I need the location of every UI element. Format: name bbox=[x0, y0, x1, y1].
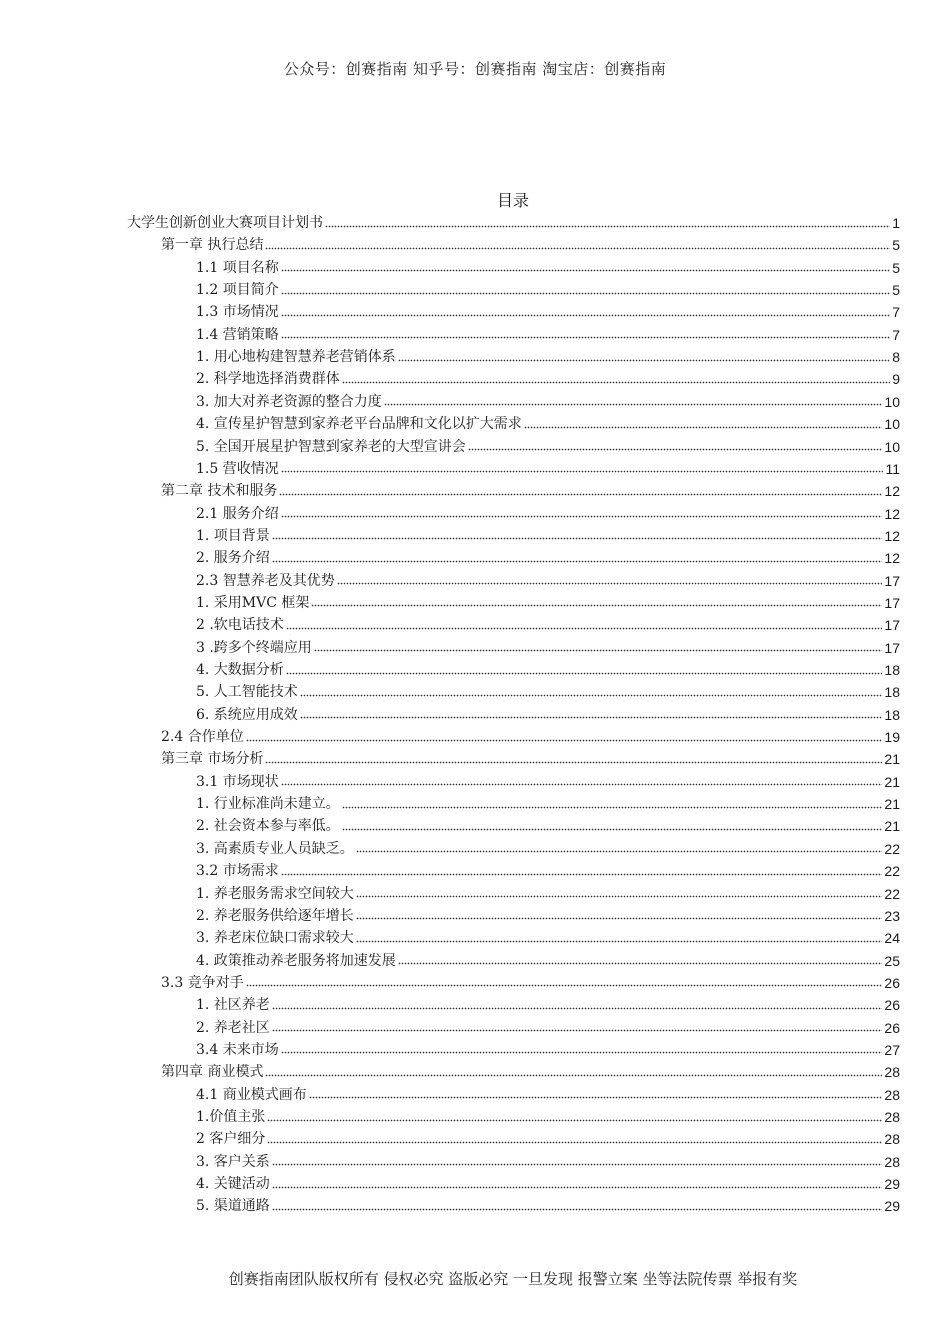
toc-entry[interactable] bbox=[196, 1171, 900, 1193]
toc-entry[interactable] bbox=[196, 1082, 900, 1104]
toc-entry[interactable] bbox=[196, 590, 900, 612]
toc-dot-leader bbox=[281, 783, 883, 787]
toc-dot-leader bbox=[265, 1073, 882, 1077]
toc-entry-label: 1. 行业标准尚未建立。 bbox=[196, 796, 340, 813]
toc-dot-leader bbox=[337, 582, 883, 586]
toc-entry[interactable] bbox=[196, 277, 900, 299]
toc-entry[interactable] bbox=[161, 232, 900, 254]
toc-entry-page-number: 7 bbox=[892, 304, 900, 321]
toc-dot-leader bbox=[356, 917, 883, 921]
toc-dot-leader bbox=[281, 291, 890, 295]
toc-entry-page-number: 21 bbox=[884, 751, 900, 768]
toc-entry-page-number: 17 bbox=[884, 639, 900, 656]
toc-dot-leader bbox=[246, 738, 883, 742]
toc-entry-page-number: 9 bbox=[892, 371, 900, 388]
toc-dot-leader bbox=[265, 760, 882, 764]
toc-entry[interactable] bbox=[196, 322, 900, 344]
toc-dot-leader bbox=[342, 380, 890, 384]
toc-entry-page-number: 5 bbox=[892, 237, 900, 254]
toc-title: 目录 bbox=[496, 191, 529, 210]
toc-entry-label: 1.3 市场情况 bbox=[196, 304, 279, 321]
toc-entry-label: 2. 科学地选择消费群体 bbox=[196, 371, 340, 388]
toc-dot-leader bbox=[356, 939, 883, 943]
toc-dot-leader bbox=[267, 1118, 882, 1122]
toc-entry-page-number: 26 bbox=[884, 974, 900, 991]
toc-dot-leader bbox=[342, 805, 883, 809]
toc-dot-leader bbox=[272, 1185, 883, 1189]
toc-entry-label: 1. 养老服务需求空间较大 bbox=[196, 885, 354, 902]
toc-dot-leader bbox=[272, 559, 883, 563]
toc-entry-label: 2. 养老社区 bbox=[196, 1019, 270, 1036]
toc-entry[interactable] bbox=[161, 724, 900, 746]
toc-entry-page-number: 21 bbox=[884, 818, 900, 835]
toc-entry-label: 1. 项目背景 bbox=[196, 527, 270, 544]
toc-entry-page-number: 17 bbox=[884, 572, 900, 589]
toc-entry[interactable] bbox=[161, 1059, 900, 1081]
toc-dot-leader bbox=[468, 448, 883, 452]
toc-entry[interactable] bbox=[196, 344, 900, 366]
toc-entry[interactable] bbox=[196, 858, 900, 880]
toc-entry-label: 3.2 市场需求 bbox=[196, 863, 279, 880]
toc-entry-label: 5. 全国开展星护智慧到家养老的大型宣讲会 bbox=[196, 438, 466, 455]
toc-entry-page-number: 22 bbox=[884, 863, 900, 880]
toc-entry[interactable] bbox=[196, 769, 900, 791]
toc-entry[interactable] bbox=[127, 210, 900, 232]
toc-entry-page-number: 10 bbox=[884, 438, 900, 455]
toc-entry-page-number: 17 bbox=[884, 594, 900, 611]
toc-dot-leader bbox=[309, 1096, 883, 1100]
toc-entry-page-number: 19 bbox=[884, 729, 900, 746]
toc-entry[interactable] bbox=[196, 1104, 900, 1126]
toc-entry-label: 2.4 合作单位 bbox=[161, 729, 244, 746]
toc-entry-label: 5. 人工智能技术 bbox=[196, 684, 298, 701]
toc-entry-label: 第二章 技术和服务 bbox=[161, 483, 278, 500]
toc-entry-page-number: 29 bbox=[884, 1198, 900, 1215]
toc-entry-label: 2. 社会资本参与率低。 bbox=[196, 818, 340, 835]
toc-dot-leader bbox=[281, 872, 883, 876]
toc-dot-leader bbox=[279, 492, 882, 496]
toc-entry[interactable] bbox=[196, 836, 900, 858]
toc-dot-leader bbox=[272, 1029, 883, 1033]
toc-entry-page-number: 1 bbox=[892, 215, 900, 231]
toc-entry[interactable] bbox=[196, 813, 900, 835]
toc-entry-label: 2. 服务介绍 bbox=[196, 550, 270, 567]
toc-entry[interactable] bbox=[196, 523, 900, 545]
toc-entry-page-number: 28 bbox=[884, 1131, 900, 1148]
toc-dot-leader bbox=[281, 269, 890, 273]
toc-dot-leader bbox=[398, 962, 883, 966]
toc-entry-page-number: 10 bbox=[884, 416, 900, 433]
toc-dot-leader bbox=[342, 827, 883, 831]
toc-entry-page-number: 23 bbox=[884, 907, 900, 924]
toc-entry[interactable] bbox=[196, 948, 900, 970]
toc-dot-leader bbox=[281, 1051, 883, 1055]
toc-dot-leader bbox=[300, 716, 883, 720]
toc-entry[interactable] bbox=[196, 1126, 900, 1148]
toc-entry-page-number: 24 bbox=[884, 930, 900, 947]
toc-entry[interactable] bbox=[161, 970, 900, 992]
toc-entry-page-number: 18 bbox=[884, 706, 900, 723]
toc-entry-page-number: 27 bbox=[884, 1041, 900, 1058]
toc-entry-label: 3.1 市场现状 bbox=[196, 773, 279, 790]
toc-entry[interactable] bbox=[196, 434, 900, 456]
toc-dot-leader bbox=[356, 895, 883, 899]
toc-entry[interactable] bbox=[196, 1149, 900, 1171]
toc-entry[interactable] bbox=[196, 366, 900, 388]
toc-entry-page-number: 21 bbox=[884, 796, 900, 813]
toc-entry-label: 4. 关键活动 bbox=[196, 1176, 270, 1193]
toc-entry-label: 4. 宣传星护智慧到家养老平台品牌和文化以扩大需求 bbox=[196, 416, 522, 433]
toc-entry[interactable] bbox=[196, 992, 900, 1014]
toc-entry[interactable] bbox=[196, 903, 900, 925]
toc-entry-label: 大学生创新创业大赛项目计划书 bbox=[127, 215, 323, 231]
toc-entry-page-number: 10 bbox=[884, 393, 900, 410]
toc-entry[interactable] bbox=[196, 1037, 900, 1059]
toc-entry[interactable] bbox=[161, 746, 900, 768]
toc-entry-label: 2.3 智慧养老及其优势 bbox=[196, 572, 335, 589]
toc-dot-leader bbox=[286, 626, 883, 630]
toc-entry-page-number: 22 bbox=[884, 840, 900, 857]
toc-entry[interactable] bbox=[196, 657, 900, 679]
toc-dot-leader bbox=[300, 693, 883, 697]
toc-entry[interactable] bbox=[196, 299, 900, 321]
toc-entry-label: 3.4 未来市场 bbox=[196, 1041, 279, 1058]
toc-entry-page-number: 11 bbox=[885, 460, 900, 477]
toc-entry[interactable] bbox=[196, 791, 900, 813]
toc-entry-label: 3. 养老床位缺口需求较大 bbox=[196, 930, 354, 947]
toc-entry-page-number: 18 bbox=[884, 684, 900, 701]
toc-entry-label: 2 .软电话技术 bbox=[196, 617, 284, 634]
toc-entry-page-number: 28 bbox=[884, 1153, 900, 1170]
toc-entry-label: 4. 大数据分析 bbox=[196, 662, 284, 678]
toc-entry-page-number: 28 bbox=[884, 1064, 900, 1081]
toc-entry[interactable] bbox=[161, 478, 900, 500]
toc-entry-page-number: 28 bbox=[884, 1086, 900, 1103]
toc-dot-leader bbox=[314, 649, 883, 653]
toc-entry-label: 1.价值主张 bbox=[196, 1109, 266, 1125]
toc-entry-page-number: 26 bbox=[884, 997, 900, 1014]
toc-entry[interactable] bbox=[196, 389, 900, 411]
toc-entry-label: 3. 加大对养老资源的整合力度 bbox=[196, 393, 382, 410]
toc-entry-label: 1. 社区养老 bbox=[196, 997, 270, 1014]
toc-entry-label: 3.3 竞争对手 bbox=[161, 974, 244, 991]
toc-entry-label: 第四章 商业模式 bbox=[161, 1064, 264, 1081]
toc-entry-label: 4.1 商业模式画布 bbox=[196, 1086, 307, 1103]
toc-entry[interactable] bbox=[196, 679, 900, 701]
toc-dot-leader bbox=[524, 425, 883, 429]
toc-dot-leader bbox=[356, 850, 883, 854]
toc-entry-label: 3 .跨多个终端应用 bbox=[196, 639, 312, 656]
toc-dot-leader bbox=[272, 1163, 883, 1167]
toc-entry-label: 2 客户细分 bbox=[196, 1131, 266, 1148]
toc-entry-label: 4. 政策推动养老服务将加速发展 bbox=[196, 952, 396, 969]
toc-entry-label: 1. 用心地构建智慧养老营销体系 bbox=[196, 349, 396, 366]
toc-dot-leader bbox=[281, 336, 890, 340]
toc-dot-leader bbox=[281, 515, 883, 519]
toc-entry[interactable] bbox=[196, 255, 900, 277]
toc-entry-page-number: 12 bbox=[884, 505, 900, 522]
toc-dot-leader bbox=[272, 1006, 883, 1010]
toc-dot-leader bbox=[325, 224, 890, 228]
toc-dot-leader bbox=[281, 470, 884, 474]
toc-entry[interactable] bbox=[196, 501, 900, 523]
toc-entry-page-number: 22 bbox=[884, 885, 900, 902]
toc-entry[interactable] bbox=[196, 411, 900, 433]
toc-dot-leader bbox=[398, 358, 890, 362]
toc-entry-label: 5. 渠道通路 bbox=[196, 1198, 270, 1215]
toc-entry-label: 3. 客户关系 bbox=[196, 1153, 270, 1170]
page-header: 公众号：创赛指南 知乎号：创赛指南 淘宝店：创赛指南 bbox=[283, 60, 667, 78]
toc-entry[interactable] bbox=[196, 612, 900, 634]
toc-entry-label: 第三章 市场分析 bbox=[161, 751, 264, 768]
toc-dot-leader bbox=[281, 313, 890, 317]
toc-entry-label: 3. 高素质专业人员缺乏。 bbox=[196, 840, 354, 857]
toc-entry-label: 6. 系统应用成效 bbox=[196, 706, 298, 723]
page-footer: 创赛指南团队版权所有 侵权必究 盗版必究 一旦发现 报警立案 坐等法院传票 举报有奖 bbox=[228, 1270, 798, 1288]
toc-entry-label: 第一章 执行总结 bbox=[161, 237, 264, 254]
toc-entry[interactable] bbox=[196, 635, 900, 657]
toc-entry[interactable] bbox=[196, 568, 900, 590]
toc-entry[interactable] bbox=[196, 545, 900, 567]
toc-entry[interactable] bbox=[196, 1015, 900, 1037]
toc-dot-leader bbox=[286, 671, 883, 675]
toc-entry-label: 1.5 营收情况 bbox=[196, 460, 279, 477]
toc-dot-leader bbox=[384, 403, 883, 407]
toc-entry-label: 1.1 项目名称 bbox=[196, 259, 279, 276]
toc-entry-page-number: 12 bbox=[884, 550, 900, 567]
toc-entry[interactable] bbox=[196, 702, 900, 724]
toc-entry-page-number: 12 bbox=[884, 527, 900, 544]
toc-entry-page-number: 17 bbox=[884, 617, 900, 634]
toc-entry-page-number: 25 bbox=[884, 952, 900, 969]
toc-dot-leader bbox=[246, 984, 883, 988]
toc-entry[interactable] bbox=[196, 1193, 900, 1215]
toc-entry-page-number: 21 bbox=[884, 773, 900, 790]
toc-dot-leader bbox=[272, 1207, 883, 1211]
toc-entry-label: 1. 采用MVC 框架 bbox=[196, 594, 310, 611]
toc-entry-page-number: 5 bbox=[892, 259, 900, 276]
toc-entry-page-number: 8 bbox=[892, 349, 900, 366]
toc-entry-page-number: 26 bbox=[884, 1019, 900, 1036]
toc-dot-leader bbox=[267, 1140, 882, 1144]
toc-dot-leader bbox=[311, 604, 882, 608]
toc-entry-page-number: 5 bbox=[892, 282, 900, 299]
toc-dot-leader bbox=[272, 537, 883, 541]
toc-entry-page-number: 7 bbox=[892, 326, 900, 343]
toc-entry-label: 2.1 服务介绍 bbox=[196, 505, 279, 522]
toc-entry[interactable] bbox=[196, 925, 900, 947]
toc-entry-page-number: 18 bbox=[884, 662, 900, 678]
toc-entry[interactable] bbox=[196, 456, 900, 478]
toc-entry-page-number: 29 bbox=[884, 1176, 900, 1193]
toc-entry-label: 1.4 营销策略 bbox=[196, 326, 279, 343]
toc-entry-label: 2. 养老服务供给逐年增长 bbox=[196, 907, 354, 924]
toc-entry-page-number: 12 bbox=[884, 483, 900, 500]
toc-dot-leader bbox=[265, 246, 890, 250]
toc-entry-label: 1.2 项目简介 bbox=[196, 282, 279, 299]
toc-entry[interactable] bbox=[196, 881, 900, 903]
toc-entry-page-number: 28 bbox=[884, 1109, 900, 1125]
